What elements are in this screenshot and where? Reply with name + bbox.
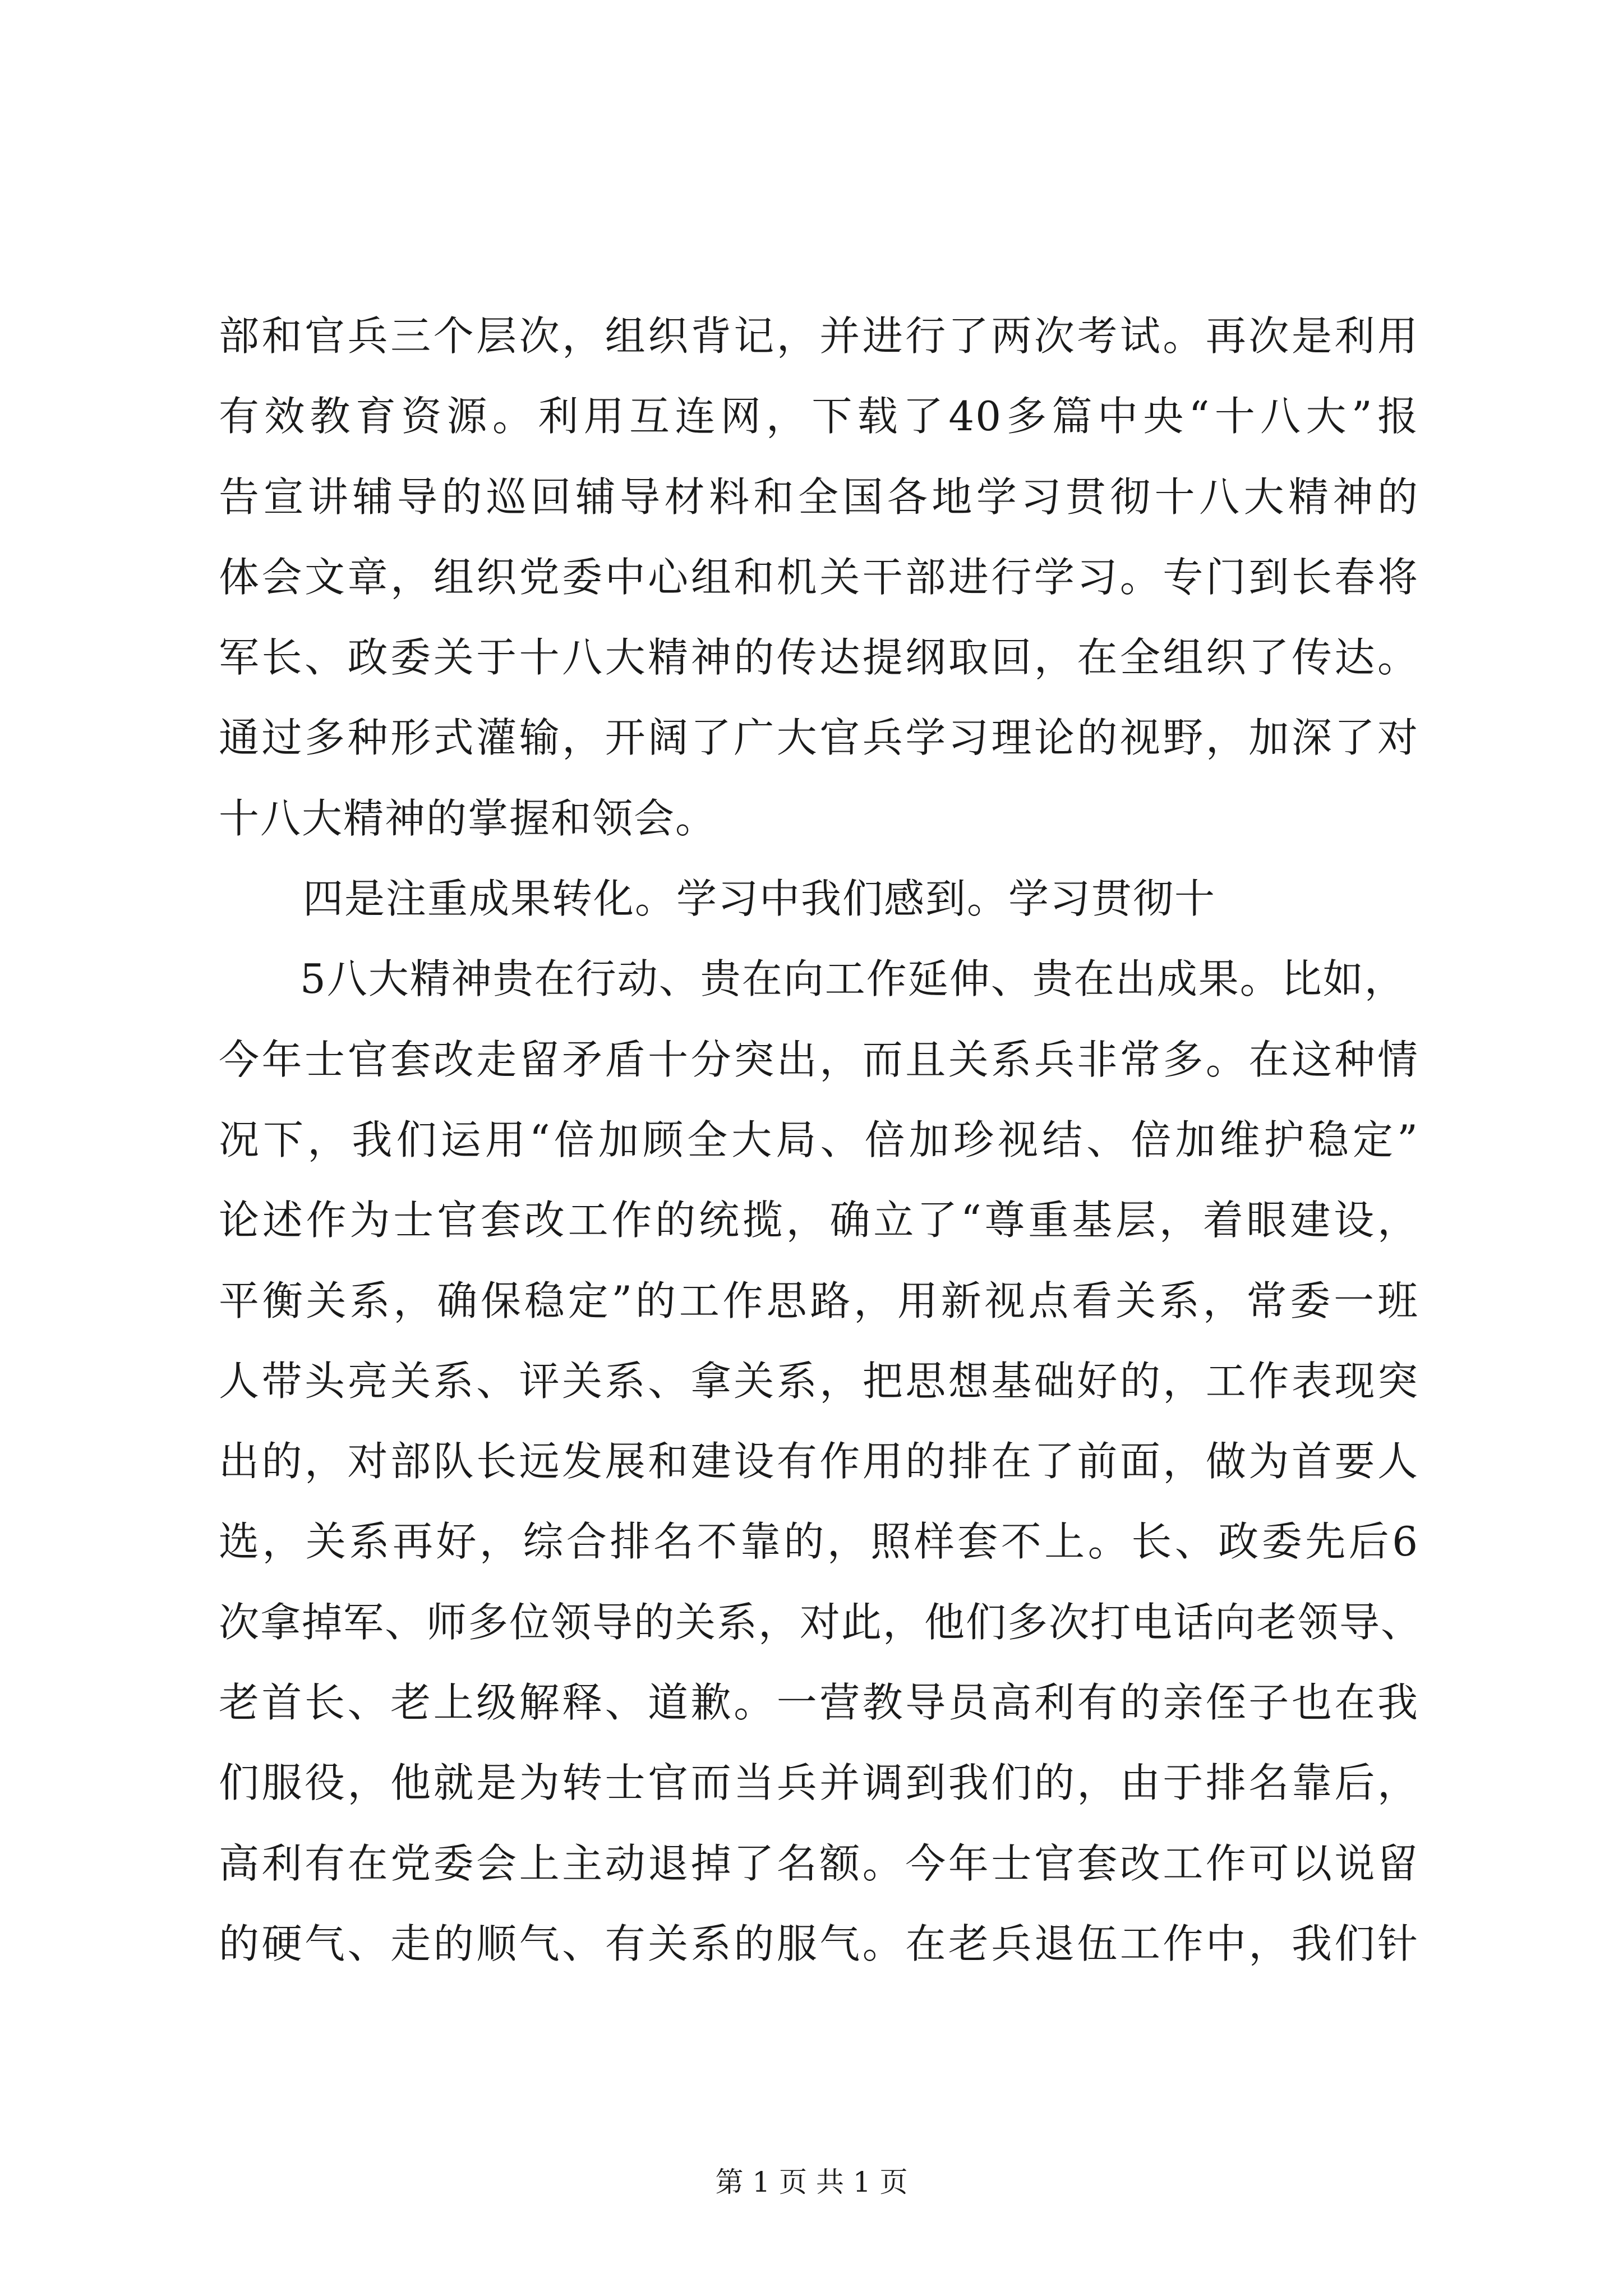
page-footer <box>0 2165 1623 2199</box>
text-line: 况下，我们运用“倍加顾全大局、倍加珍视结、倍加维护稳定” <box>219 1116 1419 1163</box>
text-line: 十八大精神的掌握和领会。 <box>219 794 717 842</box>
page-number-label: 第 1 页 共 1 页 <box>715 2166 908 2198</box>
text-line: 部和官兵三个层次，组织背记，并进行了两次考试。再次是利用 <box>219 312 1419 360</box>
text-line: 军长、政委关于十八大精神的传达提纲取回，在全组织了传达。 <box>219 634 1419 682</box>
text-line: 人带头亮关系、评关系、拿关系，把思想基础好的，工作表现突 <box>219 1357 1419 1405</box>
text-line: 选，关系再好，综合排名不靠的，照样套不上。长、政委先后6 <box>219 1518 1419 1566</box>
text-line: 通过多种形式灌输，开阔了广大官兵学习理论的视野，加深了对 <box>219 714 1419 762</box>
text-line: 论述作为士官套改工作的统揽，确立了“尊重基层，着眼建设， <box>219 1197 1419 1244</box>
text-line: 老首长、老上级解释、道歉。一营教导员高利有的亲侄子也在我 <box>219 1679 1419 1727</box>
text-line: 高利有在党委会上主动退掉了名额。今年士官套改工作可以说留 <box>219 1839 1419 1887</box>
text-line: 体会文章，组织党委中心组和机关干部进行学习。专门到长春将 <box>219 553 1419 601</box>
text-line: 的硬气、走的顺气、有关系的服气。在老兵退伍工作中，我们针 <box>219 1920 1419 1967</box>
text-line: 告宣讲辅导的巡回辅导材料和全国各地学习贯彻十八大精神的 <box>219 473 1419 521</box>
text-line: 有效教育资源。利用互连网，下载了40多篇中央“十八大”报 <box>219 393 1419 440</box>
text-line: 今年士官套改走留矛盾十分突出，而且关系兵非常多。在这种情 <box>219 1036 1419 1083</box>
text-line: 次拿掉军、师多位领导的关系，对此，他们多次打电话向老领导、 <box>219 1598 1423 1646</box>
text-line: 出的，对部队长远发展和建设有作用的排在了前面，做为首要人 <box>219 1438 1419 1485</box>
text-line: 平衡关系，确保稳定”的工作思路，用新视点看关系，常委一班 <box>219 1277 1419 1324</box>
text-line: 5八大精神贵在行动、贵在向工作延伸、贵在出成果。比如， <box>300 955 1406 1003</box>
text-line: 们服役，他就是为转士官而当兵并调到我们的，由于排名靠后， <box>219 1759 1419 1807</box>
body-text <box>219 296 1423 1984</box>
text-line: 四是注重成果转化。学习中我们感到。学习贯彻十 <box>303 875 1216 923</box>
